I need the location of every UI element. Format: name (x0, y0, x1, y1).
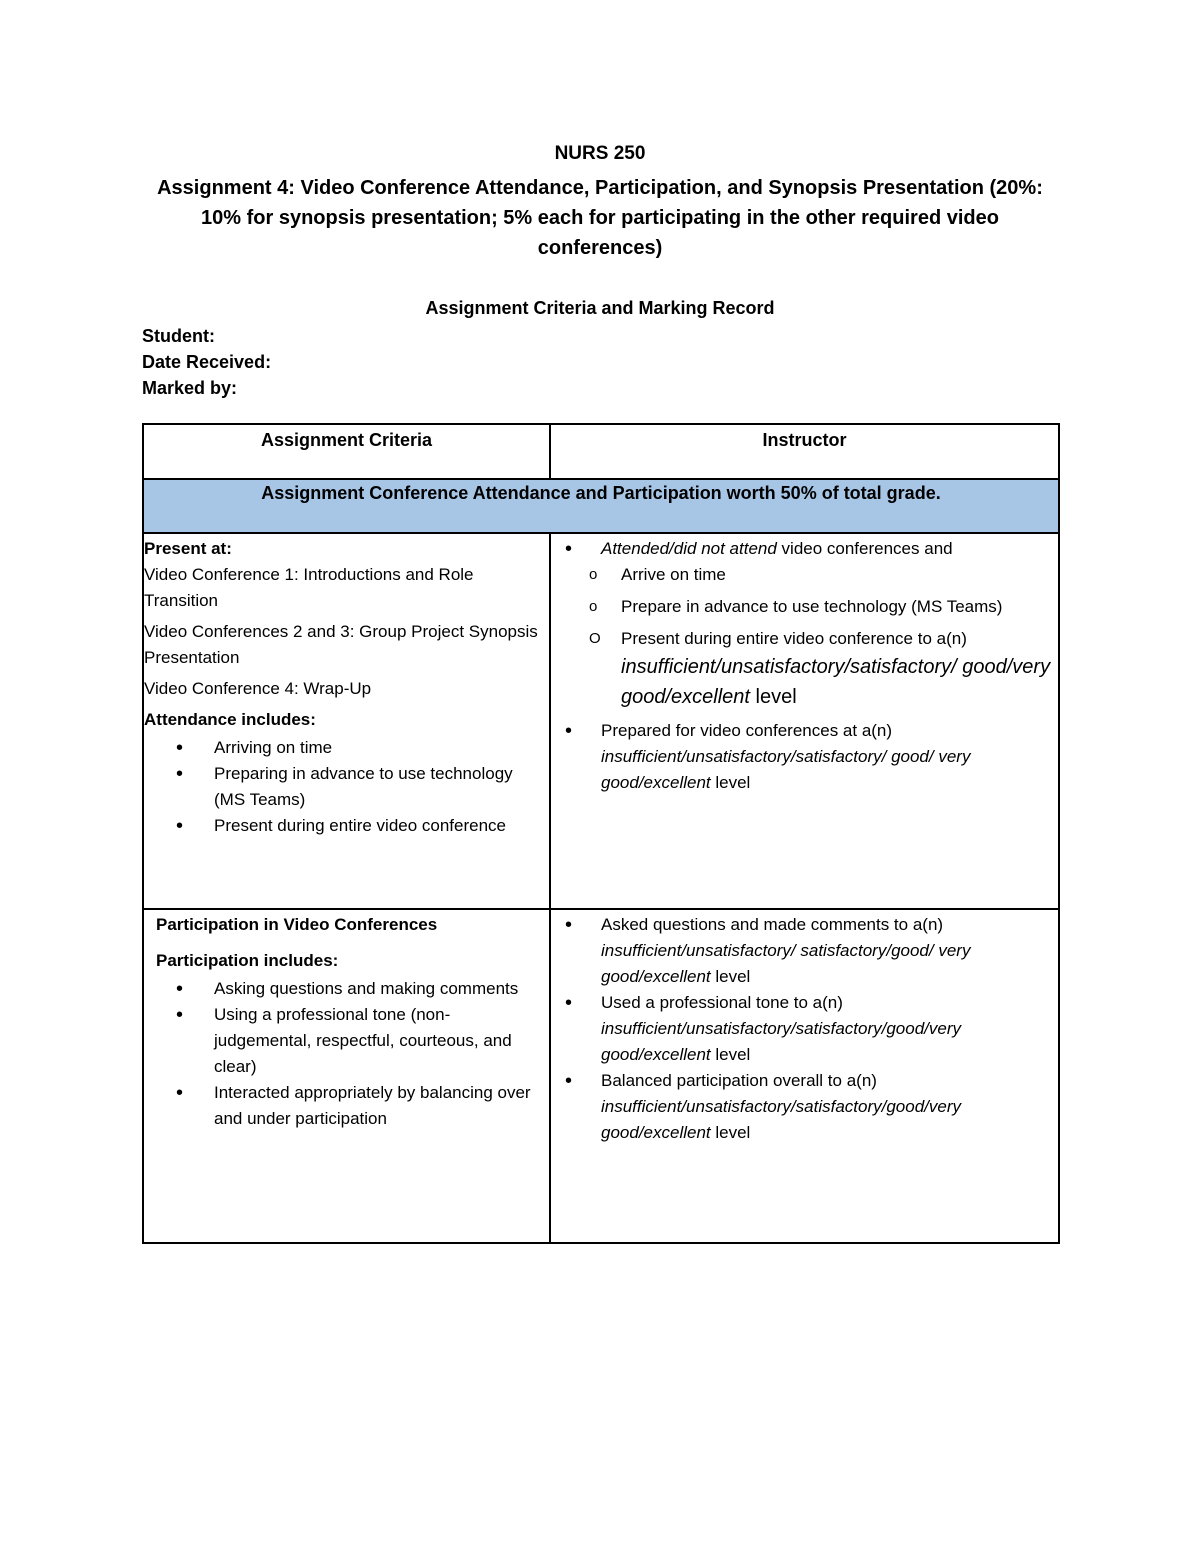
table-header-row (143, 424, 1059, 479)
list-item (551, 912, 1054, 990)
section-band: Assignment Conference Attendance and Participation worth 50% of total grade. (143, 479, 1059, 533)
text: level (710, 773, 751, 792)
col-header-instructor: Instructor (550, 424, 1059, 479)
text: level (749, 686, 797, 708)
section-band-row (143, 479, 1059, 533)
italic-text: insufficient/unsatisfactory/ satisfactory/good/ very good/excellent (601, 941, 971, 986)
sub-item: o Prepare in advance to use technology (MS Teams) (551, 594, 1054, 620)
instructor-cell-attendance (550, 533, 1059, 909)
instructor-participation-list (551, 912, 1054, 1146)
text: level (710, 1123, 751, 1142)
text: Present during entire video conference to a(n) (621, 629, 967, 648)
italic-text: insufficient/unsatisfactory/satisfactory/ good/ very good/excellent (601, 747, 971, 792)
date-received-label: Date Received: (142, 352, 272, 372)
participation-heading: Participation in Video Conferences (156, 915, 438, 934)
table-row (143, 909, 1059, 1243)
student-label: Student: (142, 326, 215, 346)
course-code: NURS 250 (554, 143, 646, 164)
criteria-cell-participation (143, 909, 550, 1243)
col-header-criteria: Assignment Criteria (143, 424, 550, 479)
participation-list (144, 976, 545, 1132)
criteria-cell-attendance (143, 533, 550, 909)
list-item: • Using a professional tone (non-judgemental, respectful, courteous, and clear) (144, 1002, 545, 1080)
instructor-cell-participation (550, 909, 1059, 1243)
sub-item: o Arrive on time (551, 562, 1054, 588)
sub-list (601, 562, 1054, 712)
italic-text: Attended/did not attend (601, 539, 777, 558)
rubric-table (142, 423, 1060, 1244)
vc1-item: Video Conference 1: Introductions and Role Transition (144, 565, 474, 610)
sub-item (551, 626, 1054, 712)
text: level (710, 1045, 751, 1064)
italic-text: insufficient/unsatisfactory/satisfactory/good/very good/excellent (601, 1019, 961, 1064)
attendance-heading: Attendance includes: (144, 710, 316, 729)
list-item: • Arriving on time (144, 735, 545, 761)
text: Balanced participation overall to a(n) (601, 1071, 877, 1090)
list-item (551, 1068, 1054, 1146)
italic-text: insufficient/unsatisfactory/satisfactory/good/very good/excellent (601, 1097, 961, 1142)
italic-text: insufficient/unsatisfactory/satisfactory/ good/very good/excellent (621, 656, 1051, 708)
marked-by-label: Marked by: (142, 378, 238, 398)
attendance-list (144, 735, 545, 839)
vc4-item: Video Conference 4: Wrap-Up (144, 679, 372, 698)
list-item: • Present during entire video conference (144, 813, 545, 839)
present-heading: Present at: (144, 539, 232, 558)
table-row (143, 533, 1059, 909)
list-item (551, 990, 1054, 1068)
text: Prepared for video conferences at a(n) (601, 721, 893, 740)
vc23-item: Video Conferences 2 and 3: Group Project Synopsis Presentation (144, 622, 538, 667)
text: video conferences and (776, 539, 953, 558)
text: level (710, 967, 751, 986)
list-item: • Interacted appropriately by balancing over and under participation (144, 1080, 545, 1132)
text: Asked questions and made comments to a(n) (601, 915, 944, 934)
list-item (551, 536, 1054, 712)
instructor-attendance-list (551, 536, 1054, 796)
list-item: • Asking questions and making comments (144, 976, 545, 1002)
list-item (551, 718, 1054, 796)
text: Used a professional tone to a(n) (601, 993, 843, 1012)
list-item: • Preparing in advance to use technology (MS Teams) (144, 761, 545, 813)
criteria-heading: Assignment Criteria and Marking Record (425, 298, 775, 318)
assignment-title: Assignment 4: Video Conference Attendance, Participation, and Synopsis Presentation (20%: 10% for synopsis presentation; 5% each for participating in the other required video conferences) (157, 177, 1043, 259)
participation-includes-heading: Participation includes: (156, 951, 339, 970)
